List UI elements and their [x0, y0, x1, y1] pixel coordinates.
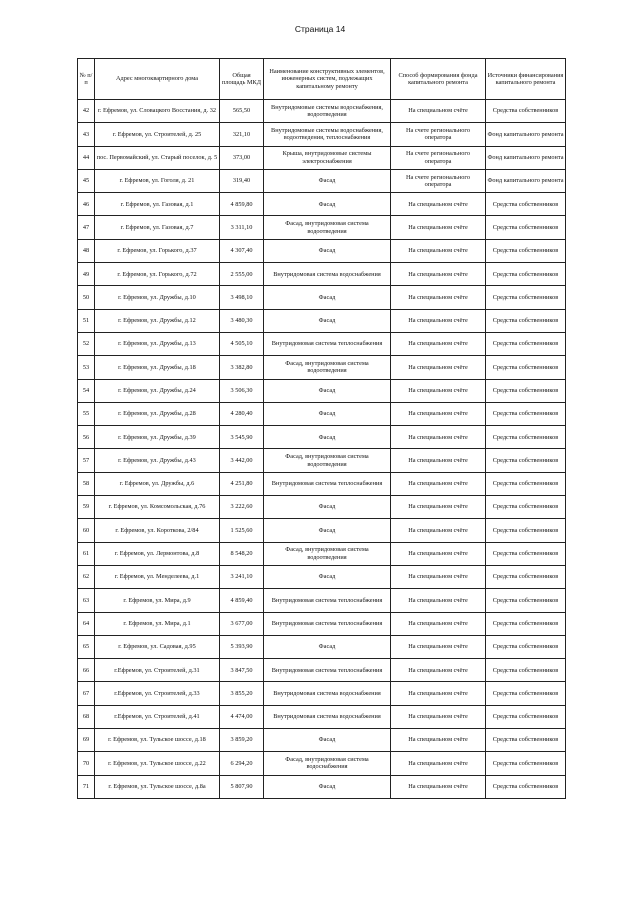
cell-address: г. Ефремов, ул. Строителей, д. 25: [95, 123, 220, 146]
cell-elements: Фасад: [264, 402, 391, 425]
cell-address: г. Ефремов, ул. Словацкого Восстания, д. 32: [95, 100, 220, 123]
cell-address: г. Ефремов, ул. Дружбы, д.12: [95, 309, 220, 332]
cell-area: 3 442,00: [220, 449, 264, 472]
cell-num: 68: [78, 705, 95, 728]
cell-source: Средства собственников: [486, 402, 566, 425]
cell-elements: Фасад: [264, 379, 391, 402]
cell-area: 1 525,60: [220, 519, 264, 542]
cell-area: 8 548,20: [220, 542, 264, 565]
cell-address: г. Ефремов, ул. Дружбы, д.24: [95, 379, 220, 402]
cell-num: 42: [78, 100, 95, 123]
cell-address: г. Ефремов, ул. Тульское шоссе, д.18: [95, 729, 220, 752]
cell-address: г. Ефремов, ул. Менделеева, д.1: [95, 565, 220, 588]
cell-num: 47: [78, 216, 95, 239]
header-method: Способ формирования фонда капитального ремонта: [391, 59, 486, 100]
cell-elements: Внутридомовая система теплоснабжения: [264, 659, 391, 682]
cell-address: г. Ефремов, ул. Дружбы, д.43: [95, 449, 220, 472]
table-row: [78, 519, 566, 542]
cell-address: г. Ефремов, ул. Мира, д.1: [95, 612, 220, 635]
table-row: [78, 146, 566, 169]
table-row: [78, 775, 566, 798]
table-row: [78, 682, 566, 705]
cell-method: На специальном счёте: [391, 449, 486, 472]
cell-method: На специальном счёте: [391, 239, 486, 262]
cell-elements: Внутридомовая система водоснабжения: [264, 263, 391, 286]
cell-source: Фонд капитального ремонта: [486, 169, 566, 192]
cell-address: г. Ефремов, ул. Мира, д.9: [95, 589, 220, 612]
cell-elements: Внутридомовая система теплоснабжения: [264, 589, 391, 612]
cell-area: 565,50: [220, 100, 264, 123]
table-row: [78, 449, 566, 472]
table-row: [78, 659, 566, 682]
cell-address: г. Ефремов, ул. Дружбы, д.10: [95, 286, 220, 309]
cell-area: 3 222,60: [220, 496, 264, 519]
cell-num: 69: [78, 729, 95, 752]
cell-address: г.Ефремов, ул. Строителей, д.33: [95, 682, 220, 705]
cell-num: 50: [78, 286, 95, 309]
cell-area: 3 855,20: [220, 682, 264, 705]
cell-method: На специальном счёте: [391, 402, 486, 425]
cell-method: На специальном счёте: [391, 309, 486, 332]
cell-source: Фонд капитального ремонта: [486, 146, 566, 169]
table-row: [78, 286, 566, 309]
cell-area: 4 505,10: [220, 332, 264, 355]
cell-source: Средства собственников: [486, 635, 566, 658]
table-row: [78, 263, 566, 286]
cell-area: 3 311,10: [220, 216, 264, 239]
cell-source: Средства собственников: [486, 752, 566, 775]
cell-method: На специальном счёте: [391, 589, 486, 612]
header-row: [78, 59, 566, 100]
cell-source: Средства собственников: [486, 239, 566, 262]
cell-num: 64: [78, 612, 95, 635]
table-header: [78, 59, 566, 100]
cell-address: г. Ефремов, ул. Лермонтова, д.8: [95, 542, 220, 565]
header-source: Источники финансирования капитального ремонта: [486, 59, 566, 100]
table-row: [78, 729, 566, 752]
cell-source: Средства собственников: [486, 589, 566, 612]
cell-area: 3 677,00: [220, 612, 264, 635]
table-row: [78, 426, 566, 449]
cell-elements: Внутридомовая система теплоснабжения: [264, 472, 391, 495]
cell-elements: Фасад: [264, 426, 391, 449]
cell-address: г. Ефремов, ул. Дружбы, д.6: [95, 472, 220, 495]
cell-source: Средства собственников: [486, 775, 566, 798]
cell-address: г. Ефремов, ул. Горького, д.72: [95, 263, 220, 286]
cell-method: На специальном счёте: [391, 659, 486, 682]
cell-method: На счете регионального оператора: [391, 146, 486, 169]
cell-method: На счете регионального оператора: [391, 123, 486, 146]
cell-source: Средства собственников: [486, 729, 566, 752]
cell-method: На специальном счёте: [391, 635, 486, 658]
cell-address: г. Ефремов, ул. Тульское шоссе, д.8а: [95, 775, 220, 798]
table-row: [78, 379, 566, 402]
cell-area: 3 382,80: [220, 356, 264, 379]
cell-method: На специальном счёте: [391, 263, 486, 286]
header-elements: Наименование конструктивных элементов, инженерных систем, подлежащих капитальному ремонту: [264, 59, 391, 100]
cell-area: 321,10: [220, 123, 264, 146]
cell-num: 67: [78, 682, 95, 705]
cell-method: На специальном счёте: [391, 193, 486, 216]
cell-elements: Фасад: [264, 635, 391, 658]
cell-elements: Внутридомовая система теплоснабжения: [264, 332, 391, 355]
cell-address: г. Ефремов, ул. Дружбы, д.28: [95, 402, 220, 425]
cell-elements: Фасад, внутридомовая система водоотведения: [264, 449, 391, 472]
cell-area: 4 859,80: [220, 193, 264, 216]
cell-source: Средства собственников: [486, 542, 566, 565]
cell-address: г. Ефремов, ул. Тульское шоссе, д.22: [95, 752, 220, 775]
cell-source: Средства собственников: [486, 286, 566, 309]
cell-method: На специальном счёте: [391, 332, 486, 355]
cell-source: Средства собственников: [486, 472, 566, 495]
cell-source: Средства собственников: [486, 379, 566, 402]
cell-num: 53: [78, 356, 95, 379]
cell-area: 3 847,50: [220, 659, 264, 682]
cell-method: На специальном счёте: [391, 682, 486, 705]
cell-elements: Фасад: [264, 519, 391, 542]
cell-address: г. Ефремов, ул. Короткова, 2/84: [95, 519, 220, 542]
repair-program-table: [77, 58, 566, 799]
cell-num: 62: [78, 565, 95, 588]
cell-address: г. Ефремов, ул. Дружбы, д.39: [95, 426, 220, 449]
cell-address: пос. Первомайский, ул. Старый поселок, д. 5: [95, 146, 220, 169]
table-row: [78, 496, 566, 519]
header-num: № п/п: [78, 59, 95, 100]
cell-source: Средства собственников: [486, 193, 566, 216]
cell-elements: Внутридомовая система водоснабжения: [264, 682, 391, 705]
table-row: [78, 123, 566, 146]
cell-area: 4 280,40: [220, 402, 264, 425]
cell-area: 2 555,00: [220, 263, 264, 286]
cell-elements: Фасад: [264, 565, 391, 588]
cell-num: 51: [78, 309, 95, 332]
cell-method: На специальном счёте: [391, 542, 486, 565]
cell-source: Средства собственников: [486, 612, 566, 635]
cell-num: 48: [78, 239, 95, 262]
cell-elements: Фасад, внутридомовая система водоотведения: [264, 216, 391, 239]
cell-source: Средства собственников: [486, 426, 566, 449]
table-body: [78, 100, 566, 799]
cell-num: 65: [78, 635, 95, 658]
cell-area: 373,00: [220, 146, 264, 169]
cell-source: Средства собственников: [486, 519, 566, 542]
cell-method: На специальном счёте: [391, 286, 486, 309]
table-row: [78, 193, 566, 216]
table-row: [78, 169, 566, 192]
cell-elements: Фасад, внутридомовая система водоснабжения: [264, 752, 391, 775]
table-row: [78, 612, 566, 635]
cell-area: 5 393,90: [220, 635, 264, 658]
cell-address: г. Ефремов, ул. Дружбы, д.13: [95, 332, 220, 355]
cell-source: Средства собственников: [486, 216, 566, 239]
cell-elements: Внутридомовая система водоснабжения: [264, 705, 391, 728]
cell-num: 59: [78, 496, 95, 519]
cell-area: 3 545,90: [220, 426, 264, 449]
cell-source: Средства собственников: [486, 682, 566, 705]
cell-method: На специальном счёте: [391, 519, 486, 542]
cell-elements: Фасад, внутридомовая система водоотведения: [264, 542, 391, 565]
cell-elements: Фасад: [264, 193, 391, 216]
cell-area: 5 807,90: [220, 775, 264, 798]
cell-method: На специальном счёте: [391, 496, 486, 519]
cell-source: Средства собственников: [486, 565, 566, 588]
cell-method: На специальном счёте: [391, 612, 486, 635]
table-row: [78, 216, 566, 239]
cell-source: Средства собственников: [486, 356, 566, 379]
cell-source: Средства собственников: [486, 309, 566, 332]
cell-method: На специальном счёте: [391, 356, 486, 379]
table-row: [78, 309, 566, 332]
cell-area: 3 859,20: [220, 729, 264, 752]
cell-address: г.Ефремов, ул. Строителей, д.31: [95, 659, 220, 682]
cell-elements: Фасад, внутридомовая система водоотведения: [264, 356, 391, 379]
cell-method: На специальном счёте: [391, 752, 486, 775]
cell-source: Средства собственников: [486, 496, 566, 519]
cell-num: 44: [78, 146, 95, 169]
cell-source: Средства собственников: [486, 332, 566, 355]
table-row: [78, 752, 566, 775]
table-row: [78, 356, 566, 379]
cell-num: 52: [78, 332, 95, 355]
cell-area: 3 480,30: [220, 309, 264, 332]
cell-source: Средства собственников: [486, 263, 566, 286]
table-row: [78, 332, 566, 355]
cell-method: На специальном счёте: [391, 426, 486, 449]
cell-source: Средства собственников: [486, 100, 566, 123]
table-row: [78, 589, 566, 612]
cell-elements: Внутридомовые системы водоснабжения, водоотведения, теплоснабжения: [264, 123, 391, 146]
cell-method: На специальном счёте: [391, 216, 486, 239]
cell-num: 55: [78, 402, 95, 425]
cell-method: На счете регионального оператора: [391, 169, 486, 192]
cell-num: 66: [78, 659, 95, 682]
cell-num: 54: [78, 379, 95, 402]
cell-elements: Крыша, внутридомовые системы электроснабжения: [264, 146, 391, 169]
table-row: [78, 705, 566, 728]
cell-area: 4 251,80: [220, 472, 264, 495]
cell-method: На специальном счёте: [391, 472, 486, 495]
cell-source: Средства собственников: [486, 659, 566, 682]
cell-method: На специальном счёте: [391, 729, 486, 752]
cell-address: г. Ефремов, ул. Газовая, д.1: [95, 193, 220, 216]
cell-num: 70: [78, 752, 95, 775]
cell-num: 63: [78, 589, 95, 612]
cell-elements: Фасад: [264, 286, 391, 309]
cell-num: 49: [78, 263, 95, 286]
cell-elements: Фасад: [264, 729, 391, 752]
cell-num: 46: [78, 193, 95, 216]
cell-num: 43: [78, 123, 95, 146]
table-row: [78, 402, 566, 425]
cell-elements: Фасад: [264, 309, 391, 332]
cell-method: На специальном счёте: [391, 100, 486, 123]
cell-area: 3 241,10: [220, 565, 264, 588]
cell-num: 61: [78, 542, 95, 565]
cell-method: На специальном счёте: [391, 565, 486, 588]
cell-elements: Фасад: [264, 169, 391, 192]
cell-area: 319,40: [220, 169, 264, 192]
cell-area: 4 859,40: [220, 589, 264, 612]
header-area: Общая площадь МКД: [220, 59, 264, 100]
cell-elements: Фасад: [264, 775, 391, 798]
cell-num: 56: [78, 426, 95, 449]
cell-method: На специальном счёте: [391, 379, 486, 402]
cell-num: 45: [78, 169, 95, 192]
cell-method: На специальном счёте: [391, 775, 486, 798]
page-title: Страница 14: [294, 24, 346, 34]
cell-address: г. Ефремов, ул. Гоголя, д. 21: [95, 169, 220, 192]
table-row: [78, 239, 566, 262]
cell-num: 58: [78, 472, 95, 495]
cell-num: 71: [78, 775, 95, 798]
cell-elements: Фасад: [264, 496, 391, 519]
cell-address: г. Ефремов, ул. Комсомольская, д.76: [95, 496, 220, 519]
cell-source: Средства собственников: [486, 449, 566, 472]
cell-address: г.Ефремов, ул. Строителей, д.41: [95, 705, 220, 728]
table-row: [78, 635, 566, 658]
cell-address: г. Ефремов, ул. Газовая, д.7: [95, 216, 220, 239]
cell-address: г. Ефремов, ул. Садовая, д.95: [95, 635, 220, 658]
table-row: [78, 472, 566, 495]
cell-source: Фонд капитального ремонта: [486, 123, 566, 146]
cell-area: 4 307,40: [220, 239, 264, 262]
cell-area: 6 294,20: [220, 752, 264, 775]
cell-address: г. Ефремов, ул. Горького, д.37: [95, 239, 220, 262]
cell-num: 57: [78, 449, 95, 472]
cell-num: 60: [78, 519, 95, 542]
table-row: [78, 565, 566, 588]
cell-elements: Фасад: [264, 239, 391, 262]
cell-source: Средства собственников: [486, 705, 566, 728]
cell-area: 4 474,00: [220, 705, 264, 728]
table-row: [78, 100, 566, 123]
cell-area: 3 506,30: [220, 379, 264, 402]
header-address: Адрес многоквартирного дома: [95, 59, 220, 100]
cell-method: На специальном счёте: [391, 705, 486, 728]
cell-elements: Внутридомовая система теплоснабжения: [264, 612, 391, 635]
cell-address: г. Ефремов, ул. Дружбы, д.18: [95, 356, 220, 379]
table-row: [78, 542, 566, 565]
cell-elements: Внутридомовые системы водоснабжения, водоотведения: [264, 100, 391, 123]
cell-area: 3 498,10: [220, 286, 264, 309]
